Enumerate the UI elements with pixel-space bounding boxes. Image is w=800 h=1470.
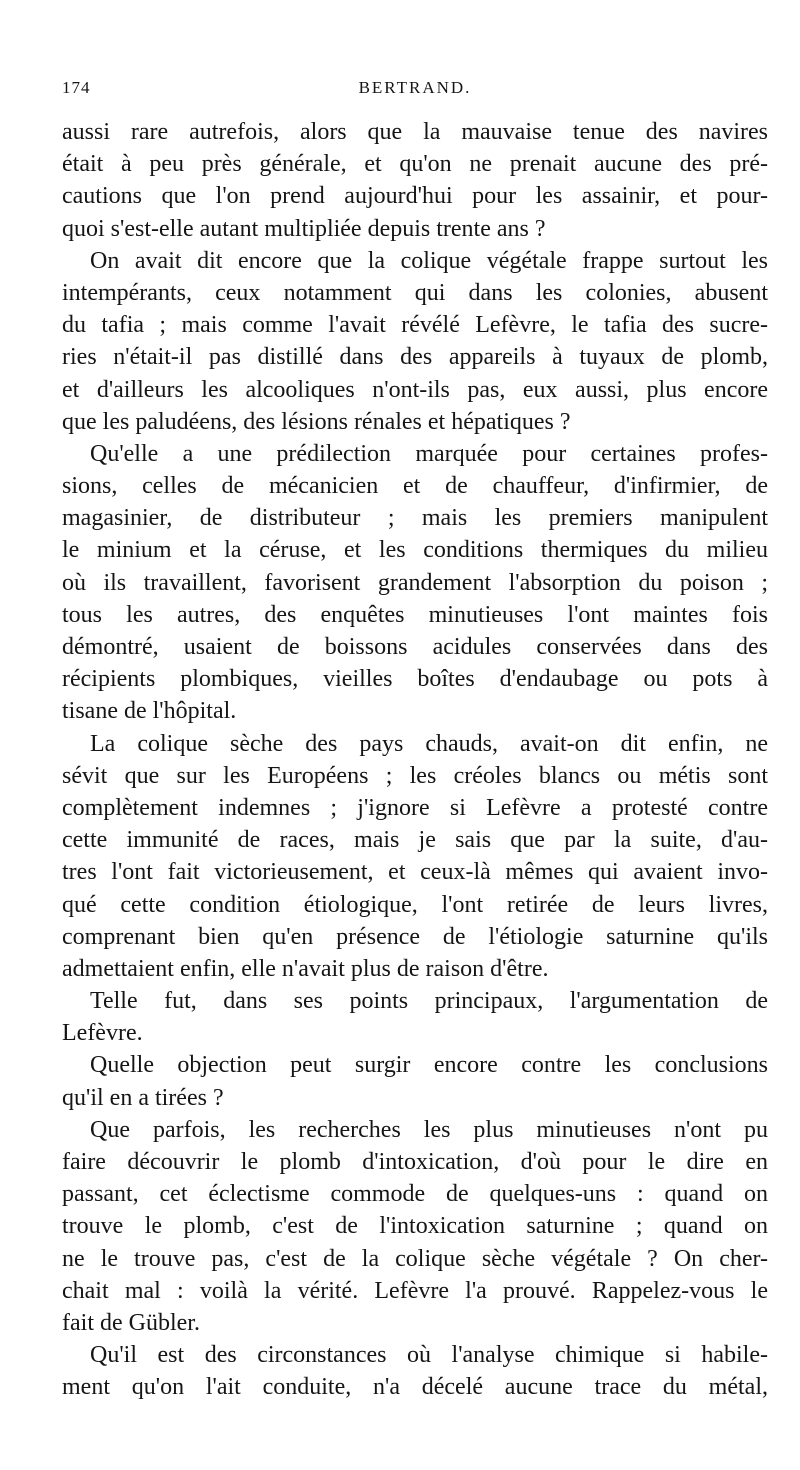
text-line: quoi s'est-elle autant multipliée depuis trente ans ?	[62, 215, 546, 242]
text-line: magasinier, de distributeur ; mais les premiers manipulent	[62, 505, 768, 532]
body-text	[62, 116, 768, 1404]
text-line: sions, celles de mécanicien et de chauffeur, d'infirmier, de	[62, 473, 768, 500]
text-line: chait mal : voilà la vérité. Lefèvre l'a prouvé. Rappelez-vous le	[62, 1277, 768, 1304]
running-head	[62, 78, 768, 102]
text-line: était à peu près générale, et qu'on ne prenait aucune des pré-	[62, 151, 768, 178]
text-line: complètement indemnes ; j'ignore si Lefèvre a protesté contre	[62, 794, 768, 821]
text-line: Lefèvre.	[62, 1020, 143, 1047]
text-line: fait de Gübler.	[62, 1309, 200, 1336]
text-line: ne le trouve pas, c'est de la colique sèche végétale ? On cher-	[62, 1245, 768, 1272]
text-line: ment qu'on l'ait conduite, n'a décelé aucune trace du métal,	[62, 1374, 768, 1401]
text-line: qué cette condition étiologique, l'ont retirée de leurs livres,	[62, 891, 768, 918]
text-line: cette immunité de races, mais je sais que par la suite, d'au-	[62, 827, 768, 854]
text-line: aussi rare autrefois, alors que la mauvaise tenue des navires	[62, 119, 768, 145]
text-line: Quelle objection peut surgir encore contre les conclusions	[90, 1052, 768, 1079]
text-line: On avait dit encore que la colique végétale frappe surtout les	[90, 247, 768, 274]
text-line: tisane de l'hôpital.	[62, 698, 237, 725]
text-line: du tafia ; mais comme l'avait révélé Lefèvre, le tafia des sucre-	[62, 312, 768, 339]
text-line: Que parfois, les recherches les plus minutieuses n'ont pu	[90, 1116, 768, 1143]
text-line: cautions que l'on prend aujourd'hui pour les assainir, et pour-	[62, 183, 768, 210]
text-line: que les paludéens, des lésions rénales et hépatiques ?	[62, 408, 571, 435]
text-line: le minium et la céruse, et les conditions thermiques du milieu	[62, 537, 768, 564]
text-line: admettaient enfin, elle n'avait plus de raison d'être.	[62, 955, 549, 982]
text-line: et d'ailleurs les alcooliques n'ont-ils pas, eux aussi, plus encore	[62, 376, 768, 403]
text-line: passant, cet éclectisme commode de quelques-uns : quand on	[62, 1181, 768, 1208]
text-line: récipients plombiques, vieilles boîtes d'endaubage ou pots à	[62, 666, 768, 693]
text-line: tres l'ont fait victorieusement, et ceux-là mêmes qui avaient invo-	[62, 859, 768, 886]
text-line: Qu'elle a une prédilection marquée pour certaines profes-	[90, 440, 768, 467]
text-line: sévit que sur les Européens ; les créoles blancs ou métis sont	[62, 762, 768, 789]
text-line: tous les autres, des enquêtes minutieuses l'ont maintes fois	[62, 601, 768, 628]
text-line: comprenant bien qu'en présence de l'étiologie saturnine qu'ils	[62, 923, 768, 950]
text-line: qu'il en a tirées ?	[62, 1084, 224, 1111]
text-line: faire découvrir le plomb d'intoxication, d'où pour le dire en	[62, 1149, 768, 1175]
text-line: trouve le plomb, c'est de l'intoxication saturnine ; quand on	[62, 1213, 768, 1240]
text-line: Telle fut, dans ses points principaux, l'argumentation de	[90, 988, 768, 1015]
text-line: Qu'il est des circonstances où l'analyse chimique si habile-	[90, 1342, 768, 1369]
running-title: BERTRAND.	[358, 78, 472, 97]
text-line: où ils travaillent, favorisent grandement l'absorption du poison ;	[62, 569, 768, 596]
text-line: démontré, usaient de boissons acidules conservées dans des	[62, 634, 768, 660]
page-number: 174	[62, 78, 91, 97]
text-line: intempérants, ceux notamment qui dans les colonies, abusent	[62, 279, 768, 306]
text-line: La colique sèche des pays chauds, avait-on dit enfin, ne	[90, 730, 768, 757]
text-line: ries n'était-il pas distillé dans des appareils à tuyaux de plomb,	[62, 344, 768, 371]
